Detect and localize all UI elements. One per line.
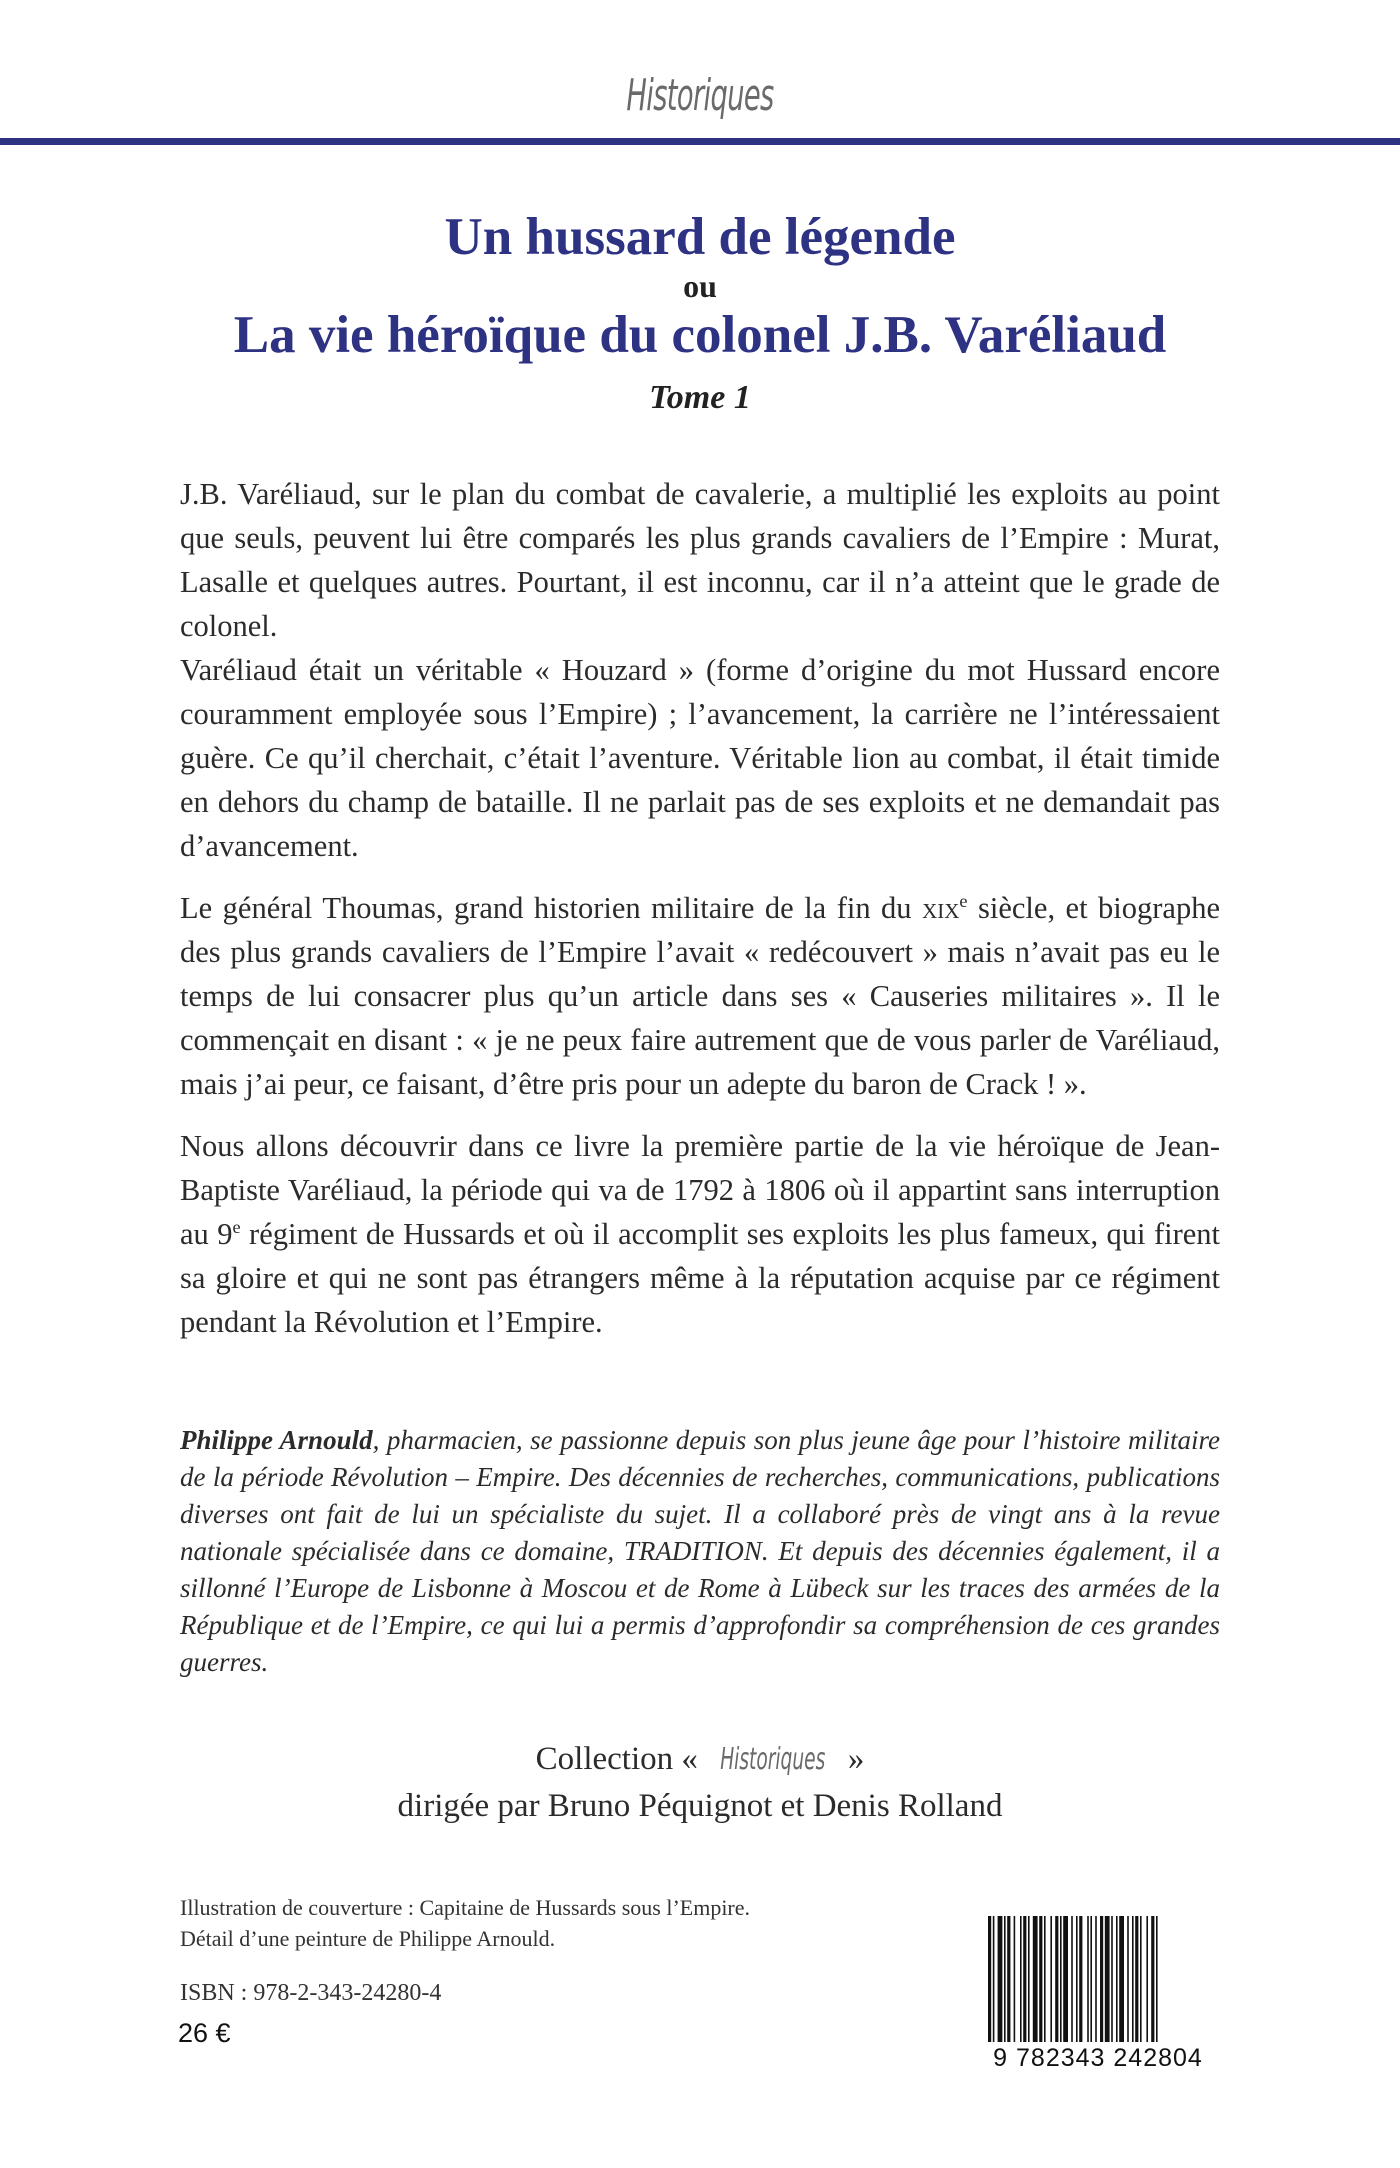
collection-logo: Historiques	[720, 1742, 826, 1777]
barcode-bar	[1111, 1916, 1113, 2042]
barcode-bar	[1071, 1916, 1073, 2042]
barcode-bar	[1119, 1916, 1124, 2042]
blurb	[180, 472, 1220, 1344]
illustration-credit: Illustration de couverture : Capitaine de Hussards sous l’Empire. Détail d’une peinture de Philippe Arnould.	[180, 1895, 751, 1951]
book-subtitle: La vie héroïque du colonel J.B. Varéliaud	[233, 306, 1167, 364]
blurb-paragraph-2: Varéliaud était un véritable « Houzard » (forme d’origine du mot Hussard encore couramment employée sous l’Empire) ; l’avancement, la carrière ne l’intéressaient guère. Ce qu’il cherchait, c’était l’aventure. Véritable lion au combat, il était timide en dehors du champ de bataille. Il ne parlait pas de ses exploits et ne demandait pas d’avancement.	[180, 653, 1220, 863]
barcode-bar	[1044, 1916, 1046, 2042]
author-name: Philippe Arnould	[180, 1425, 373, 1455]
title-connector: ou	[683, 268, 717, 304]
barcode-digits: 9 782343 242804	[993, 2044, 1203, 2072]
collection-info	[0, 1736, 1400, 1829]
book-title: Un hussard de légende	[444, 208, 956, 266]
barcode-bar	[1079, 1916, 1082, 2042]
barcode-bar	[1028, 1916, 1030, 2042]
series-logo: Historiques	[626, 70, 774, 121]
barcode-bar	[1090, 1916, 1092, 2042]
collection-line: Collection « Historiques »	[0, 1736, 1400, 1783]
barcode-bar	[1060, 1916, 1062, 2042]
barcode-bar	[1140, 1916, 1142, 2042]
barcode-bar	[1116, 1916, 1118, 2042]
barcode-bar	[1007, 1916, 1010, 2042]
barcode-bar	[1127, 1916, 1129, 2042]
blurb-paragraph-3: Le général Thoumas, grand historien militaire de la fin du xix$^e$ siècle, et biographe des plus grands cavaliers de l’Empire l’avait « redécouvert » mais n’avait pas eu le temps de lui consacrer plus qu’un article dans ses « Causeries militaires ». Il le commençait en disant : « je ne peux faire autrement que de vous parler de Varéliaud, mais j’ai peur, ce faisant, d’être pris pour un adepte du baron de Crack ! ».	[180, 890, 1221, 1101]
barcode	[980, 1916, 1216, 2086]
barcode-bar	[1050, 1916, 1052, 2042]
barcode-bar	[1151, 1916, 1154, 2042]
barcode-bar	[1100, 1916, 1103, 2042]
volume-label: Tome 1	[649, 379, 751, 416]
barcode-bars	[980, 1916, 1216, 2044]
century-numeral: xix	[922, 891, 960, 925]
collection-directors: dirigée par Bruno Péquignot et Denis Rolland	[397, 1788, 1003, 1824]
barcode-bar	[1055, 1916, 1058, 2042]
barcode-bar	[1105, 1916, 1110, 2042]
barcode-bar	[1004, 1916, 1006, 2042]
barcode-bar	[1135, 1916, 1138, 2042]
header-rule	[0, 138, 1400, 145]
blurb-paragraph-1: J.B. Varéliaud, sur le plan du combat de cavalerie, a multiplié les exploits au point que seuls, peuvent lui être comparés les plus grands cavaliers de l’Empire : Murat, Lasalle et quelques autres. Pourtant, il est inconnu, car il n’a atteint que le grade de colonel.	[180, 477, 1220, 643]
barcode-bar	[988, 1916, 991, 2042]
barcode-bar	[1087, 1916, 1089, 2042]
barcode-bar	[1039, 1916, 1042, 2042]
barcode-bar	[1063, 1916, 1068, 2042]
title-block	[0, 205, 1400, 429]
barcode-bar	[1023, 1916, 1026, 2042]
price: 26 €	[178, 2018, 231, 2048]
barcode-bar	[993, 1916, 995, 2042]
barcode-bar	[1132, 1916, 1134, 2042]
isbn: ISBN : 978-2-343-24280-4	[180, 1980, 442, 2006]
barcode-bar	[1156, 1916, 1158, 2042]
barcode-bar	[1095, 1916, 1097, 2042]
barcode-bar	[1146, 1916, 1148, 2042]
barcode-bar	[1076, 1916, 1078, 2042]
barcode-bar	[1014, 1916, 1016, 2042]
barcode-bar	[1020, 1916, 1022, 2042]
barcode-bar	[1033, 1916, 1038, 2042]
author-bio: Philippe Arnould, pharmacien, se passionne depuis son plus jeune âge pour l’histoire militaire de la période Révolution – Empire. Des décennies de recherches, communications, publications diverses ont fait de lui un spécialiste du sujet. Il a collaboré près de vingt ans à la revue nationale spécialisée dans ce domaine, TRADITION. Et depuis des décennies également, il a sillonné l’Europe de Lisbonne à Moscou et de Rome à Lübeck sur les traces des armées de la République et de l’Empire, ce qui lui a permis d’approfondir sa compréhension de ces grandes guerres.	[180, 1425, 1220, 1677]
barcode-bar	[998, 1916, 1003, 2042]
blurb-paragraph-4: Nous allons découvrir dans ce livre la première partie de la vie héroïque de Jean-Baptiste Varéliaud, la période qui va de 1792 à 1806 où il appartint sans interruption au 9e régiment de Hussards et où il accomplit ses exploits les plus fameux, qui firent sa gloire et qui ne sont pas étrangers même à la réputation acquise par ce régiment pendant la Révolution et l’Empire.	[180, 1129, 1220, 1339]
